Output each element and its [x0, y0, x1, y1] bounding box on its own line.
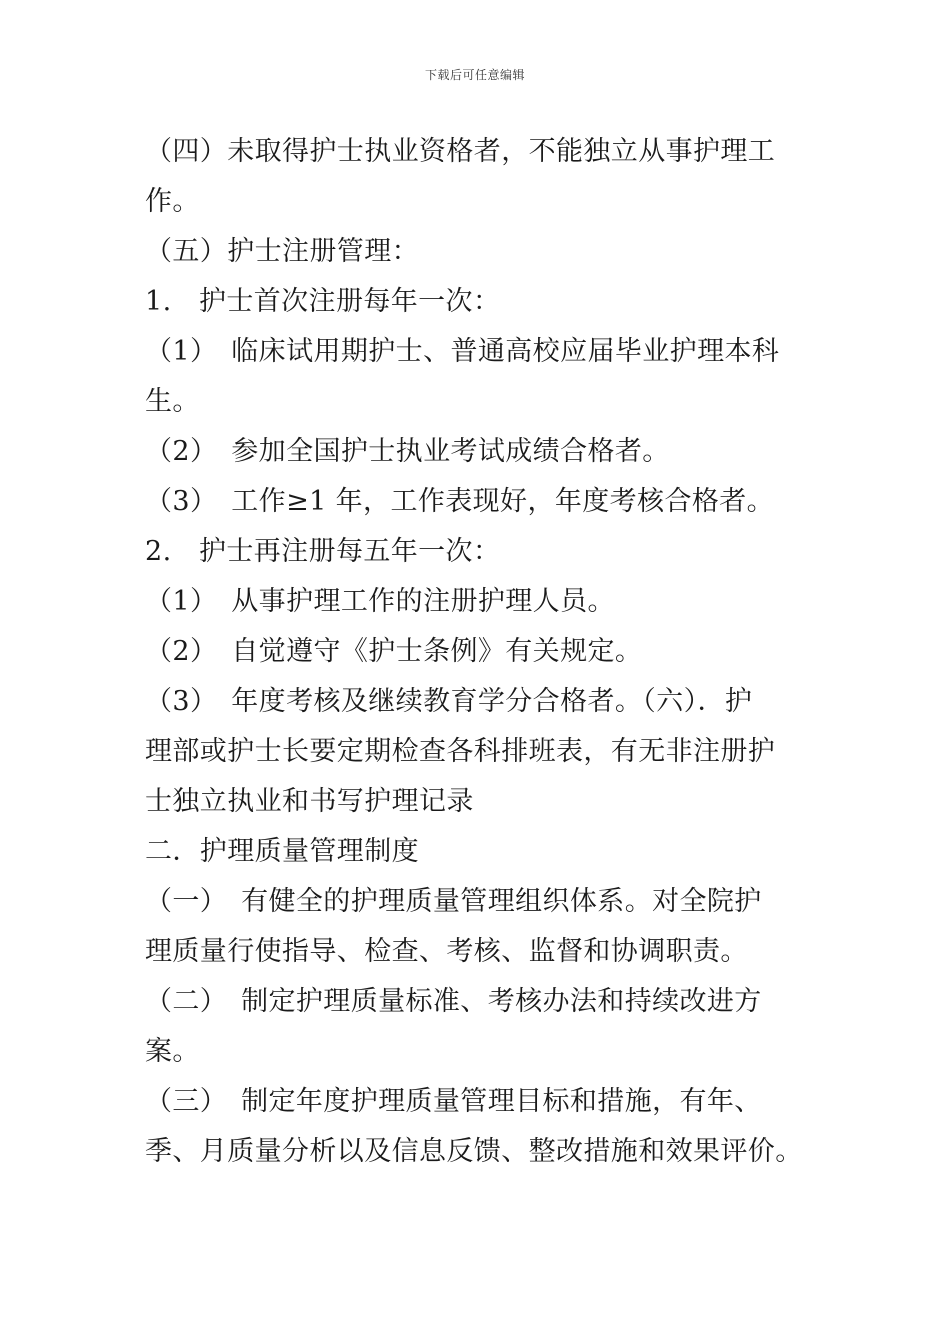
text-line: （2） 参加全国护士执业考试成绩合格者。: [145, 436, 670, 467]
text-line: （一） 有健全的护理质量管理组织体系。对全院护: [145, 886, 762, 917]
text-line: 案。: [145, 1036, 200, 1067]
text-line: （二） 制定护理质量标准、考核办法和持续改进方: [145, 986, 762, 1017]
text-line: 理部或护士长要定期检查各科排班表，有无非注册护: [145, 736, 776, 767]
text-line: 季、月质量分析以及信息反馈、整改措施和效果评价。: [145, 1136, 803, 1167]
text-line: （3） 年度考核及继续教育学分合格者。（六）．护: [145, 686, 753, 717]
text-line: （四）未取得护士执业资格者，不能独立从事护理工: [145, 136, 776, 167]
text-line: 生。: [145, 386, 200, 417]
text-line: 理质量行使指导、检查、考核、监督和协调职责。: [145, 936, 748, 967]
text-line: 2. 护士再注册每五年一次：: [145, 536, 501, 567]
text-line: （1） 从事护理工作的注册护理人员。: [145, 586, 615, 617]
text-line: （3） 工作≥1 年，工作表现好，年度考核合格者。: [145, 486, 775, 517]
text-line: （1） 临床试用期护士、普通高校应届毕业护理本科: [145, 336, 780, 367]
text-line: （三） 制定年度护理质量管理目标和措施，有年、: [145, 1086, 762, 1117]
text-line: （2） 自觉遵守《护士条例》有关规定。: [145, 636, 643, 667]
text-line: 作。: [145, 186, 200, 217]
text-line: 1. 护士首次注册每年一次：: [145, 286, 501, 317]
document-body: [145, 127, 825, 1177]
section-heading: 二．护理质量管理制度: [145, 836, 419, 867]
page-header-note: 下载后可任意编辑: [424, 68, 525, 82]
section-heading: （五）护士注册管理：: [145, 236, 419, 267]
text-line: 士独立执业和书写护理记录: [145, 786, 474, 817]
